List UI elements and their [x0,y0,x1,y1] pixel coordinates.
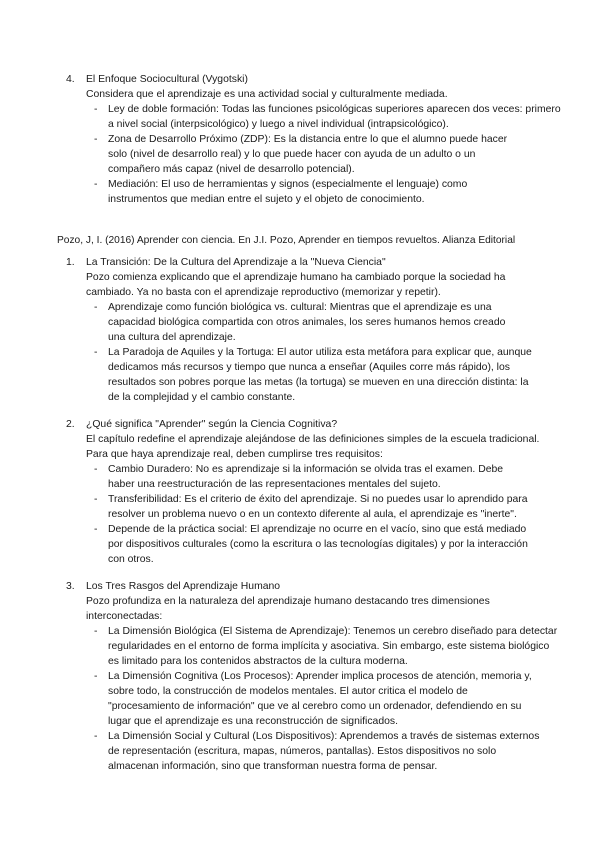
bullet-item [94,102,564,132]
bullet-text: La Dimensión Biológica (El Sistema de Aprendizaje): Tenemos un cerebro diseñado para detectar regularidades en el entorno de forma implícita y asociativa. Sin embargo, este sistema biológico es limitado para los contenidos abstractos de la cultura moderna. [108,626,558,667]
section-number: 2. [66,419,75,430]
section-intro: Pozo profundiza en la naturaleza del aprendizaje humano destacando tres dimensiones interconectadas: [86,596,490,622]
bullet-text: Aprendizaje como función biológica vs. cultural: Mientras que el aprendizaje es una capacidad biológica compartida con otros animales, los seres humanos hemos creado una cultura del aprendizaje. [108,302,506,343]
bullet-text: La Dimensión Cognitiva (Los Procesos): Aprender implica procesos de atención, memoria y, sobre todo, la construcción de modelos mentales. El autor critica el modelo de "procesamiento de información" que ve al cerebro como un ordenador, defendiendo en su lugar que el aprendizaje es una reconstrucción de significados. [108,671,532,727]
bullet-dash: - [94,179,98,190]
bullet-dash: - [94,524,98,535]
section-title: ¿Qué significa "Aprender" según la Ciencia Cognitiva? [86,419,338,430]
bullet-item [94,345,534,405]
bullet-item [94,729,549,774]
bullet-text: Zona de Desarrollo Próximo (ZDP): Es la distancia entre lo que el alumno puede hacer solo (nivel de desarrollo real) y lo que puede hacer con ayuda de un adulto o un compañero más capaz (nivel de desarrollo potencial). [108,134,508,175]
bullet-dash: - [94,302,98,313]
section-title: La Transición: De la Cultura del Aprendizaje a la "Nueva Ciencia" [86,257,386,268]
bullet-item [94,522,534,567]
bullet-item [94,492,564,522]
bullet-dash: - [94,671,98,682]
bullet-dash: - [94,494,98,505]
bullet-item [94,132,514,177]
section-number: 3. [66,581,75,592]
section-title: Los Tres Rasgos del Aprendizaje Humano [86,581,281,592]
bullet-dash: - [94,626,98,637]
section-number: 1. [66,257,75,268]
bullet-dash: - [94,731,98,742]
section-heading-transicion [66,255,386,270]
section-heading-rasgos [66,579,280,594]
bullet-item [94,624,559,669]
section-heading-vygotski [66,72,248,87]
section-intro: Considera que el aprendizaje es una actividad social y culturalmente mediada. [86,89,448,100]
section-heading-aprender [66,417,337,432]
section-intro: Pozo comienza explicando que el aprendizaje humano ha cambiado porque la sociedad ha cambiado. Ya no basta con el aprendizaje reproductivo (memorizar y repetir). [86,272,506,298]
bullet-item [94,177,514,207]
bullet-dash: - [94,464,98,475]
bullet-text: La Paradoja de Aquiles y la Tortuga: El autor utiliza esta metáfora para explicar que, aunque dedicamos más recursos y tiempo que nunca a enseñar (Aquiles corre más rápido), los resultados son pobres porque las metas (la tortuga) se mueven en una dirección distinta: la de la complejidad y el cambio constante. [108,347,532,403]
bullet-text: Depende de la práctica social: El aprendizaje no ocurre en el vacío, sino que está mediado por dispositivos culturales (como la escritura o las tecnologías digitales) y por la interacción con otros. [108,524,528,565]
bullet-text: Transferibilidad: Es el criterio de éxito del aprendizaje. Si no puedes usar lo aprendido para resolver un problema nuevo o en un contexto diferente al aula, el aprendizaje es "inerte". [108,494,528,520]
bullet-item [94,669,534,729]
bullet-item [94,462,519,492]
section-title: El Enfoque Sociocultural (Vygotski) [86,74,248,85]
bullet-text: Ley de doble formación: Todas las funciones psicológicas superiores aparecen dos veces: primero a nivel social (interpsicológico) y luego a nivel individual (intrapsicológico). [108,104,561,130]
section-number: 4. [66,74,75,85]
bullet-text: Mediación: El uso de herramientas y signos (especialmente el lenguaje) como instrumentos que median entre el sujeto y el objeto de conocimiento. [108,179,468,205]
bullet-text: Cambio Duradero: No es aprendizaje si la información se olvida tras el examen. Debe haber una reestructuración de las representaciones mentales del sujeto. [108,464,504,490]
bullet-dash: - [94,347,98,358]
bullet-text: La Dimensión Social y Cultural (Los Dispositivos): Aprendemos a través de sistemas externos de representación (escritura, mapas, números, pantallas). Estos dispositivos no solo almacenan información, sino que transforman nuestra forma de pensar. [108,731,540,772]
section-intro: El capítulo redefine el aprendizaje alejándose de las definiciones simples de la escuela tradicional. Para que haya aprendizaje real, deben cumplirse tres requisitos: [86,434,540,460]
bullet-dash: - [94,104,98,115]
bullet-dash: - [94,134,98,145]
bibliographic-reference: Pozo, J, I. (2016) Aprender con ciencia. En J.I. Pozo, Aprender en tiempos revueltos. Alianza Editorial [57,235,516,246]
bullet-item [94,300,509,345]
